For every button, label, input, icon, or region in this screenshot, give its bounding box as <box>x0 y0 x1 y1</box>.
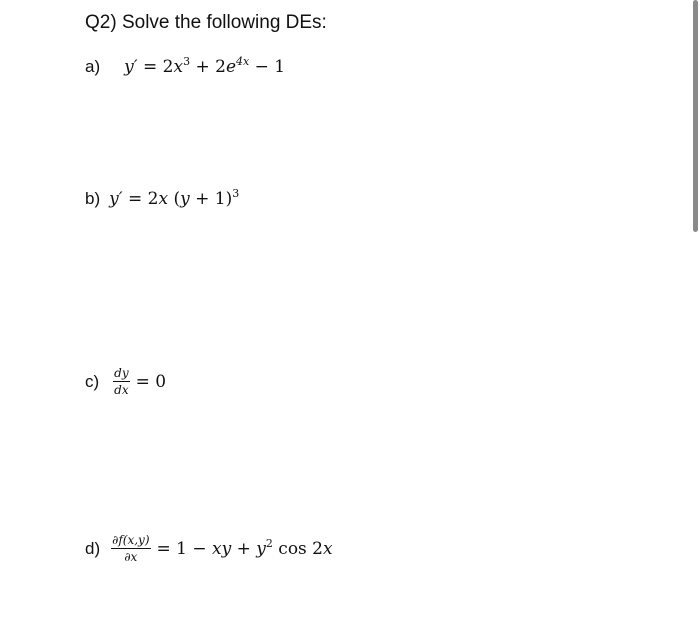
problem-c <box>85 366 166 397</box>
problem-c-label: c) <box>85 371 100 391</box>
b-equals: = <box>122 189 148 209</box>
b-lhs: y′ <box>109 189 123 209</box>
d-y-exp: 2 <box>265 536 273 550</box>
d-y: y <box>256 538 266 559</box>
b-paren-open: ( <box>168 189 181 209</box>
d-cos: cos 2 <box>272 538 323 559</box>
a-term1-var: x <box>173 57 184 77</box>
problem-a <box>85 57 285 77</box>
vertical-scrollbar[interactable] <box>693 0 698 232</box>
b-inner-rest: + 1) <box>189 189 233 209</box>
problem-a-equation <box>124 57 285 77</box>
problem-b-equation <box>109 189 239 209</box>
b-inner-var: y <box>180 189 190 209</box>
a-term2-var: e <box>225 57 237 77</box>
d-plus: + <box>231 538 257 559</box>
b-exp: 3 <box>232 187 240 201</box>
d-x: x <box>323 538 333 559</box>
a-term1-coef: 2 <box>162 57 174 77</box>
page-title: Q2) Solve the following DEs: <box>85 12 327 33</box>
a-term1-exp: 3 <box>183 55 191 69</box>
c-fraction <box>113 366 129 397</box>
d-numerator: ∂f(x,y) <box>112 533 150 547</box>
d-denominator: ∂x <box>124 550 138 564</box>
problem-d-equation <box>111 533 332 564</box>
problem-d <box>85 533 333 564</box>
b-var: x <box>158 189 169 209</box>
a-const: 1 <box>274 57 286 77</box>
problem-c-equation <box>113 366 166 397</box>
c-fraction-bar <box>113 381 129 382</box>
b-coef: 2 <box>147 189 159 209</box>
a-minus: − <box>249 57 275 77</box>
problem-b <box>85 189 239 209</box>
a-term2-exp: 4x <box>236 55 250 69</box>
a-lhs: y′ <box>124 57 138 77</box>
d-fraction-bar <box>111 548 150 549</box>
problem-d-label: d) <box>85 538 101 558</box>
d-xy: xy <box>212 538 232 559</box>
d-rhs-start: = 1 − <box>156 538 213 559</box>
problem-b-label: b) <box>85 189 101 208</box>
a-term2-coef: 2 <box>215 57 226 77</box>
c-denominator: dx <box>114 383 129 397</box>
c-rhs: = 0 <box>135 371 167 392</box>
a-equals: = <box>137 57 163 77</box>
c-numerator: dy <box>114 366 129 380</box>
problem-a-label: a) <box>85 57 101 76</box>
d-fraction <box>111 533 150 564</box>
a-plus: + <box>190 57 216 77</box>
